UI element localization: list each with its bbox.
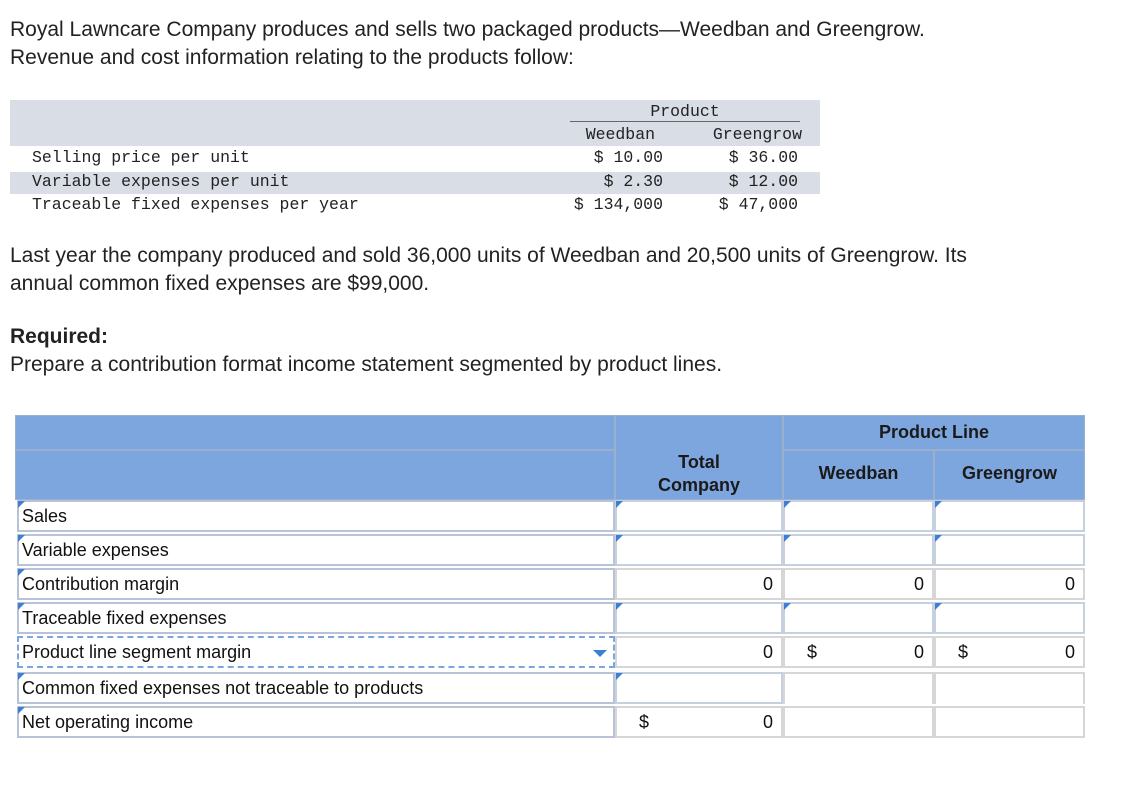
row-label-sales: Sales <box>17 500 615 532</box>
row-label-contribution-margin: Contribution margin <box>17 568 615 600</box>
cell-marker-icon <box>18 673 25 680</box>
segment-margin-total: 0 <box>615 636 783 668</box>
cell-marker-icon <box>616 535 623 542</box>
greengrow-label: Greengrow <box>961 463 1058 483</box>
data-row-value-weedban: $ 2.30 <box>603 172 663 191</box>
cell-marker-icon <box>18 501 25 508</box>
col-header-weedban: Weedban <box>585 125 655 144</box>
income-statement-worksheet <box>15 415 1085 743</box>
cell-marker-icon <box>784 603 791 610</box>
required-section <box>10 323 722 379</box>
required-text: Prepare a contribution format income statement segmented by product lines. <box>10 353 723 376</box>
data-row-label: Selling price per unit <box>32 148 250 167</box>
contribution-margin-greengrow: 0 <box>934 568 1085 600</box>
row-label-traceable-fixed-expenses: Traceable fixed expenses <box>17 602 615 634</box>
row-label-common-fixed-expenses: Common fixed expenses not traceable to products <box>17 672 615 704</box>
production-line-1: Last year the company produced and sold 36,000 units of Weedban and 20,500 units of Greengrow. Its <box>10 244 967 267</box>
cell-marker-icon <box>935 535 942 542</box>
total-label-line-2: Company <box>657 475 740 495</box>
net-operating-income-total: $ 0 <box>615 706 783 738</box>
chevron-down-icon[interactable] <box>593 650 607 657</box>
segment-margin-weedban: $ 0 <box>783 636 934 668</box>
sales-greengrow-input[interactable] <box>934 500 1085 532</box>
cell-marker-icon <box>616 501 623 508</box>
product-line-label: Product Line <box>878 422 989 442</box>
cell-marker-icon <box>784 501 791 508</box>
variable-expenses-weedban-input[interactable] <box>783 534 934 566</box>
cell-marker-icon <box>616 603 623 610</box>
net-operating-income-greengrow-empty <box>934 706 1085 738</box>
dollar-sign: $ <box>639 712 650 732</box>
dollar-sign: $ <box>807 642 818 662</box>
data-row-label: Variable expenses per unit <box>32 172 290 191</box>
segment-margin-label-select[interactable]: Product line segment margin <box>17 636 615 668</box>
total-label-line-1: Total <box>678 452 720 472</box>
traceable-fixed-weedban-input[interactable] <box>783 602 934 634</box>
intro-text <box>10 16 1100 72</box>
cell-marker-icon <box>18 603 25 610</box>
net-operating-income-weedban-empty <box>783 706 934 738</box>
segment-margin-greengrow: $ 0 <box>934 636 1085 668</box>
cell-marker-icon <box>784 535 791 542</box>
data-row-value-weedban: $ 134,000 <box>573 195 663 214</box>
row-label-net-operating-income: Net operating income <box>17 706 615 738</box>
weedban-label: Weedban <box>818 463 899 483</box>
data-row-label: Traceable fixed expenses per year <box>32 195 359 214</box>
cell-marker-icon <box>18 707 25 714</box>
cell-marker-icon <box>18 535 25 542</box>
common-fixed-total-input[interactable] <box>615 672 783 704</box>
production-paragraph <box>10 242 1110 298</box>
intro-line-2: Revenue and cost information relating to the products follow: <box>10 46 574 69</box>
cell-marker-icon <box>616 673 623 680</box>
sales-weedban-input[interactable] <box>783 500 934 532</box>
traceable-fixed-greengrow-input[interactable] <box>934 602 1085 634</box>
product-group-header: Product <box>570 102 800 122</box>
row-label-variable-expenses: Variable expenses <box>17 534 615 566</box>
col-header-greengrow: Greengrow <box>712 125 802 144</box>
data-row-value-greengrow: $ 47,000 <box>718 195 798 214</box>
traceable-fixed-total-input[interactable] <box>615 602 783 634</box>
contribution-margin-weedban: 0 <box>783 568 934 600</box>
data-row-value-weedban: $ 10.00 <box>593 148 663 167</box>
header-blank-top <box>15 415 615 450</box>
cell-marker-icon <box>935 501 942 508</box>
product-data-table <box>10 100 820 218</box>
cell-marker-icon <box>935 603 942 610</box>
dollar-sign: $ <box>958 642 969 662</box>
common-fixed-weedban-empty <box>783 672 934 704</box>
production-line-2: annual common fixed expenses are $99,000. <box>10 272 430 295</box>
data-row-value-greengrow: $ 36.00 <box>728 148 798 167</box>
required-heading: Required: <box>10 325 109 348</box>
header-blank-bottom <box>15 450 615 500</box>
cell-marker-icon <box>18 569 25 576</box>
contribution-margin-total: 0 <box>615 568 783 600</box>
sales-total-input[interactable] <box>615 500 783 532</box>
intro-line-1: Royal Lawncare Company produces and sells two packaged products—Weedban and Greengrow. <box>10 18 925 41</box>
data-row-value-greengrow: $ 12.00 <box>728 172 798 191</box>
variable-expenses-greengrow-input[interactable] <box>934 534 1085 566</box>
variable-expenses-total-input[interactable] <box>615 534 783 566</box>
common-fixed-greengrow-empty <box>934 672 1085 704</box>
